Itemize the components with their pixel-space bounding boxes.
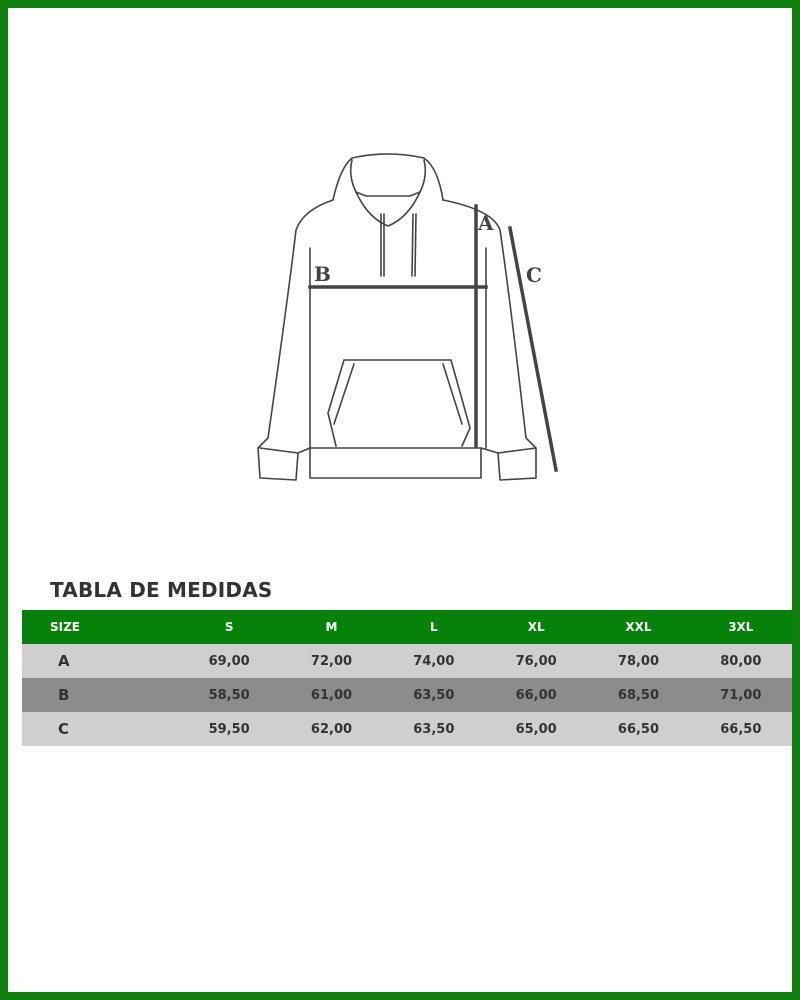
row-label: C (22, 712, 178, 746)
size-chart-title: TABLA DE MEDIDAS (50, 578, 273, 602)
table-row (22, 678, 792, 712)
cell: 78,00 (587, 644, 689, 678)
cell: 61,00 (280, 678, 382, 712)
label-b: B (314, 262, 331, 286)
row-label: B (22, 678, 178, 712)
cell: 58,50 (178, 678, 280, 712)
label-c: C (526, 263, 542, 287)
header-3xl: 3XL (690, 610, 792, 644)
header-s: S (178, 610, 280, 644)
header-size: SIZE (22, 610, 178, 644)
header-xl: XL (485, 610, 587, 644)
cell: 71,00 (690, 678, 792, 712)
cell: 65,00 (485, 712, 587, 746)
table-row (22, 644, 792, 678)
cell: 59,50 (178, 712, 280, 746)
hoodie-diagram (248, 148, 568, 488)
cell: 80,00 (690, 644, 792, 678)
header-l: L (383, 610, 485, 644)
cell: 72,00 (280, 644, 382, 678)
table-header-row (22, 610, 792, 644)
cell: 66,50 (587, 712, 689, 746)
cell: 74,00 (383, 644, 485, 678)
label-a: A (478, 211, 494, 235)
cell: 63,50 (383, 712, 485, 746)
size-chart-table (22, 610, 792, 746)
header-m: M (280, 610, 382, 644)
cell: 66,00 (485, 678, 587, 712)
cell: 69,00 (178, 644, 280, 678)
table-row (22, 712, 792, 746)
cell: 62,00 (280, 712, 382, 746)
row-label: A (22, 644, 178, 678)
header-xxl: XXL (587, 610, 689, 644)
cell: 68,50 (587, 678, 689, 712)
cell: 63,50 (383, 678, 485, 712)
cell: 66,50 (690, 712, 792, 746)
cell: 76,00 (485, 644, 587, 678)
